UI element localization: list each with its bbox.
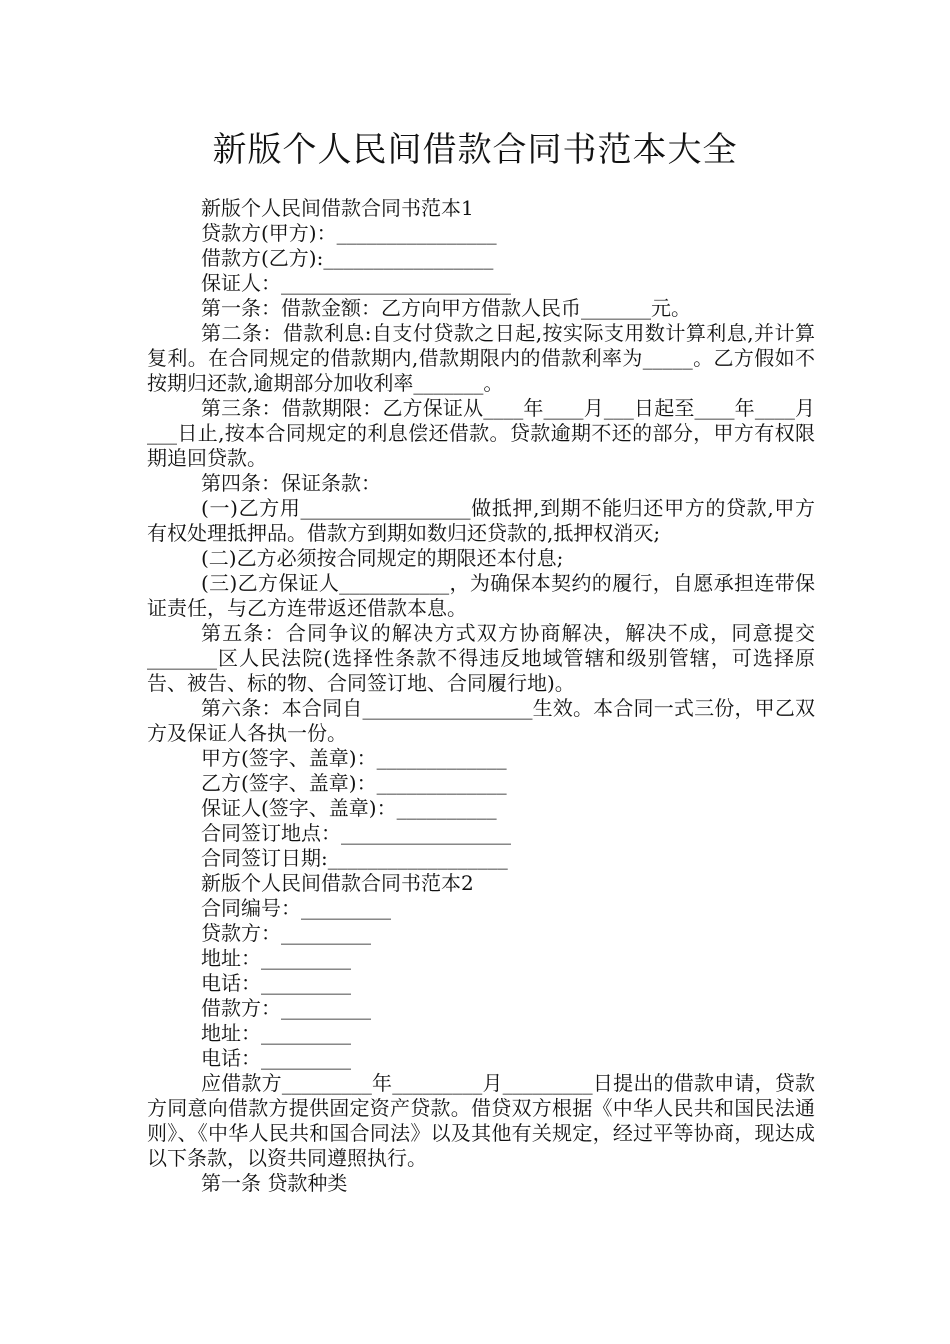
borrower-line: 借款方：_________ [201, 996, 371, 1020]
article-3-loan-term: 第三条：借款期限：乙方保证从____年____月___日起至____年____月___日止,按本合同规定的利息偿还借款。贷款逾期不还的部分，甲方有权限期追回贷款。 [147, 396, 815, 470]
signing-place-line: 合同签订地点：_________________ [201, 821, 511, 845]
lender-line: 贷款方：_________ [201, 921, 371, 945]
article-2-loan-interest: 第二条：借款利息:自支付贷款之日起,按实际支用数计算利息,并计算复利。在合同规定的借款期内,借款期限内的借款利率为_____。乙方假如不按期归还款,逾期部分加收利率_______。 [147, 321, 815, 395]
guarantor-signature-line: 保证人(签字、盖章)：__________ [201, 796, 497, 820]
article-1-loan-amount: 第一条：借款金额：乙方向甲方借款人民币_______元。 [201, 296, 691, 320]
lender-party-line: 贷款方(甲方)：________________ [201, 221, 497, 245]
section-heading-template-1: 新版个人民间借款合同书范本1 [201, 196, 474, 220]
party-b-signature-line: 乙方(签字、盖章)：_____________ [201, 771, 507, 795]
borrower-party-line: 借款方(乙方):_________________ [201, 246, 494, 270]
contract-number-line: 合同编号：_________ [201, 896, 391, 920]
guarantee-clause-1: (一)乙方用_________________做抵押,到期不能归还甲方的贷款,甲方有权处理抵押品。借款方到期如数归还贷款的,抵押权消灭; [147, 496, 815, 545]
lender-phone-line: 电话：_________ [201, 971, 351, 995]
party-a-signature-line: 甲方(签字、盖章)：_____________ [201, 746, 507, 770]
document-body [147, 196, 815, 1196]
loan-application-paragraph: 应借款方_________年_________月_________日提出的借款申请，贷款方同意向借款方提供固定资产贷款。借贷双方根据《中华人民共和国民法通则》、《中华人民共和国合同法》以及其他有关规定，经过平等协商，现达成以下条款，以资共同遵照执行。 [147, 1071, 815, 1170]
guarantee-clause-3: (三)乙方保证人___________，为确保本契约的履行，自愿承担连带保证责任，与乙方连带返还借款本息。 [147, 571, 815, 620]
document-title: 新版个人民间借款合同书范本大全 [212, 130, 738, 170]
borrower-phone-line: 电话：_________ [201, 1046, 351, 1070]
borrower-address-line: 地址：_________ [201, 1021, 351, 1045]
article-5-dispute-resolution: 第五条：合同争议的解决方式双方协商解决，解决不成，同意提交_______区人民法院(选择性条款不得违反地域管辖和级别管辖，可选择原告、被告、标的物、合同签订地、合同履行地)。 [147, 621, 815, 695]
article-6-effectiveness: 第六条：本合同自_________________生效。本合同一式三份，甲乙双方及保证人各执一份。 [147, 696, 815, 745]
guarantor-line: 保证人：_______________________ [201, 271, 511, 295]
section-heading-template-2: 新版个人民间借款合同书范本2 [201, 871, 474, 895]
signing-date-line: 合同签订日期:__________________ [201, 846, 508, 870]
article-1-loan-type: 第一条 贷款种类 [201, 1171, 348, 1195]
lender-address-line: 地址：_________ [201, 946, 351, 970]
article-4-guarantee-heading: 第四条：保证条款： [201, 471, 381, 495]
guarantee-clause-2: (二)乙方必须按合同规定的期限还本付息; [201, 546, 564, 570]
